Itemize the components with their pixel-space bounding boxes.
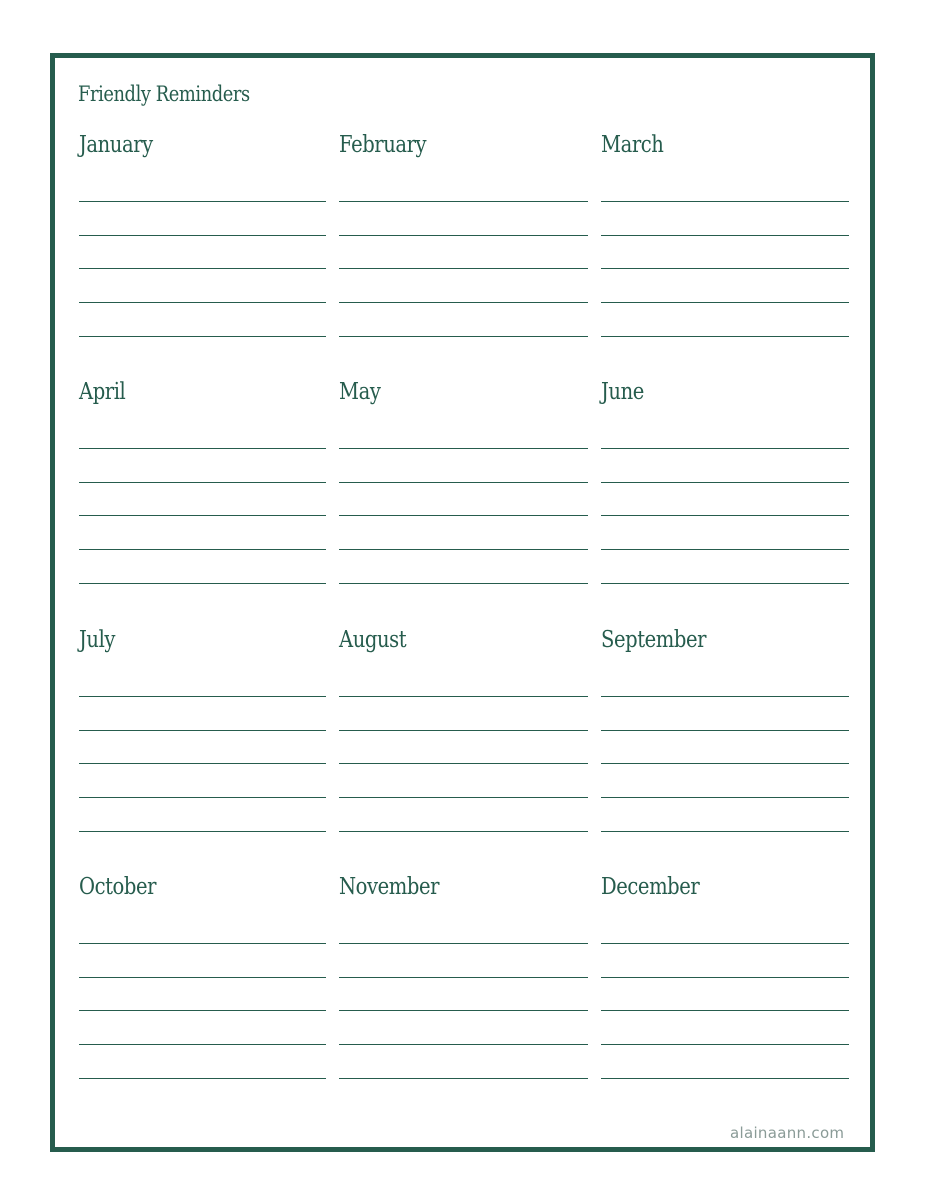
page-border — [50, 53, 875, 1152]
reminder-line[interactable] — [601, 583, 849, 584]
reminder-line[interactable] — [339, 943, 588, 944]
reminder-line[interactable] — [339, 448, 588, 449]
month-heading: June — [601, 379, 644, 405]
reminder-line[interactable] — [79, 1078, 326, 1079]
reminder-line[interactable] — [339, 730, 588, 731]
reminder-line[interactable] — [79, 730, 326, 731]
reminder-line[interactable] — [79, 549, 326, 550]
reminder-line[interactable] — [601, 268, 849, 269]
reminder-line[interactable] — [339, 549, 588, 550]
month-heading: January — [79, 132, 153, 158]
month-heading: September — [601, 627, 707, 653]
month-heading: October — [79, 874, 157, 900]
month-heading: December — [601, 874, 700, 900]
month-heading: March — [601, 132, 664, 158]
reminder-line[interactable] — [339, 1044, 588, 1045]
footer-website: alainaann.com — [730, 1124, 845, 1142]
reminder-line[interactable] — [339, 696, 588, 697]
reminder-line[interactable] — [339, 797, 588, 798]
reminder-line[interactable] — [601, 943, 849, 944]
reminder-line[interactable] — [79, 583, 326, 584]
page-title: Friendly Reminders — [78, 82, 250, 106]
month-heading: April — [79, 379, 126, 405]
reminder-line[interactable] — [601, 730, 849, 731]
reminder-line[interactable] — [339, 302, 588, 303]
reminder-line[interactable] — [601, 797, 849, 798]
reminder-line[interactable] — [339, 583, 588, 584]
reminder-line[interactable] — [601, 448, 849, 449]
month-heading: November — [339, 874, 440, 900]
reminder-line[interactable] — [339, 515, 588, 516]
reminder-line[interactable] — [79, 336, 326, 337]
reminder-line[interactable] — [339, 1078, 588, 1079]
month-heading: May — [339, 379, 381, 405]
reminder-line[interactable] — [601, 515, 849, 516]
reminder-line[interactable] — [79, 1010, 326, 1011]
reminder-line[interactable] — [79, 797, 326, 798]
reminder-line[interactable] — [339, 1010, 588, 1011]
reminder-line[interactable] — [339, 336, 588, 337]
reminder-line[interactable] — [601, 1078, 849, 1079]
reminder-line[interactable] — [339, 235, 588, 236]
reminder-line[interactable] — [339, 977, 588, 978]
reminder-line[interactable] — [79, 201, 326, 202]
reminder-line[interactable] — [79, 943, 326, 944]
reminder-line[interactable] — [601, 235, 849, 236]
reminder-line[interactable] — [601, 302, 849, 303]
reminder-line[interactable] — [79, 763, 326, 764]
reminder-line[interactable] — [601, 831, 849, 832]
reminder-line[interactable] — [79, 448, 326, 449]
reminder-line[interactable] — [339, 482, 588, 483]
reminder-line[interactable] — [601, 763, 849, 764]
reminder-line[interactable] — [601, 201, 849, 202]
reminder-line[interactable] — [339, 201, 588, 202]
reminder-line[interactable] — [79, 831, 326, 832]
reminder-line[interactable] — [79, 235, 326, 236]
reminder-line[interactable] — [601, 1010, 849, 1011]
reminder-line[interactable] — [79, 302, 326, 303]
month-heading: February — [339, 132, 427, 158]
reminder-line[interactable] — [79, 268, 326, 269]
reminder-line[interactable] — [79, 482, 326, 483]
reminder-line[interactable] — [339, 831, 588, 832]
reminder-line[interactable] — [79, 977, 326, 978]
month-heading: July — [79, 627, 116, 653]
reminder-line[interactable] — [601, 977, 849, 978]
reminder-line[interactable] — [79, 515, 326, 516]
reminder-line[interactable] — [601, 1044, 849, 1045]
reminder-line[interactable] — [601, 482, 849, 483]
reminder-line[interactable] — [79, 696, 326, 697]
reminder-line[interactable] — [601, 336, 849, 337]
reminder-line[interactable] — [339, 763, 588, 764]
reminder-line[interactable] — [79, 1044, 326, 1045]
reminder-line[interactable] — [601, 696, 849, 697]
month-heading: August — [339, 627, 407, 653]
reminder-line[interactable] — [339, 268, 588, 269]
reminder-line[interactable] — [601, 549, 849, 550]
